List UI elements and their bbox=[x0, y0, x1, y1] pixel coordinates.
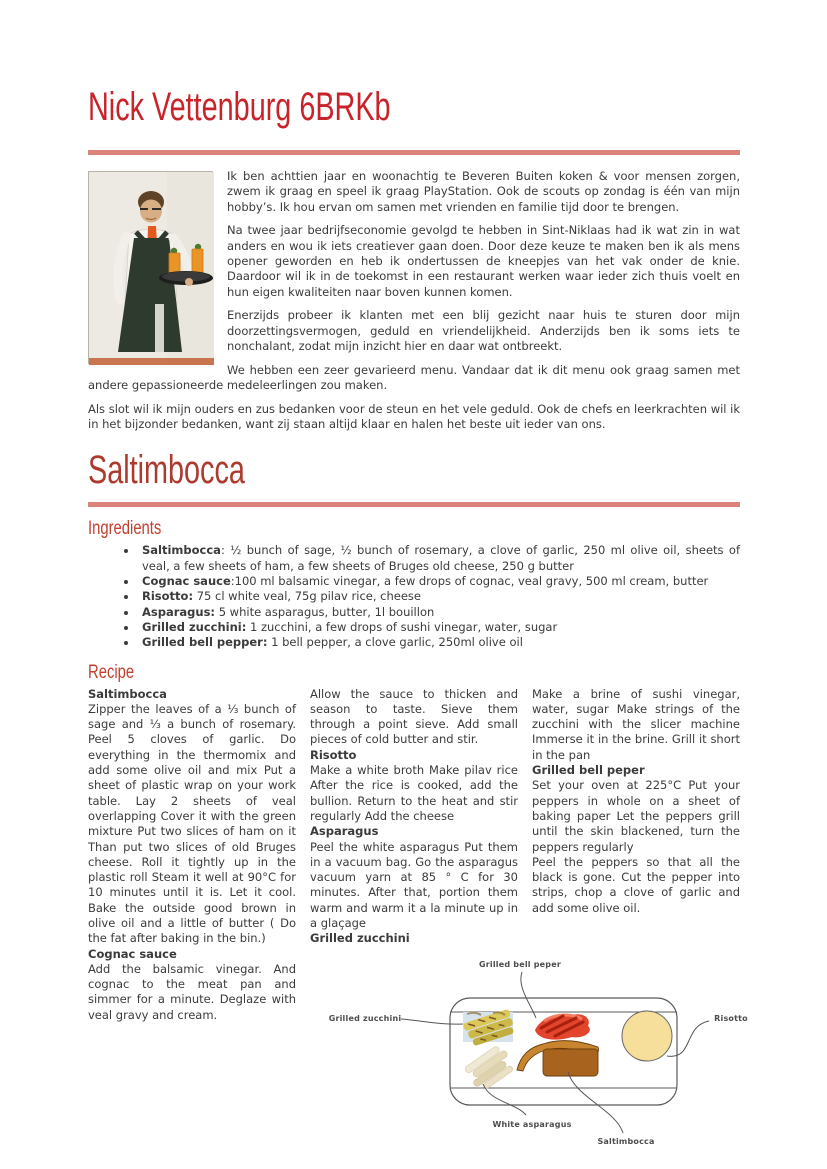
ingredient-text: 5 white asparagus, butter, 1l bouillon bbox=[215, 604, 435, 619]
diagram-label-risotto: Risotto bbox=[714, 1014, 748, 1023]
section-divider bbox=[88, 502, 740, 507]
bio-paragraph: Ik ben achttien jaar en woonachtig te Beveren Buiten koken & voor mensen zorgen, zwem ik graag en speel ik graag PlayStation. Ook de scouts op zondag is één van mijn hobby’s. Ik hou ervan om samen met vrienden en familie tijd door te brengen. bbox=[227, 169, 740, 214]
ingredient-label: Risotto: bbox=[142, 589, 194, 604]
recipe-paragraph: Set your oven at 225°C Put your peppers in whole on a sheet of baking paper Let the peppers grill until the skin blackened, turn the peppers regularly bbox=[532, 778, 740, 854]
bio-section bbox=[88, 169, 740, 432]
ingredient-item bbox=[138, 620, 740, 635]
bio-paragraph: Na twee jaar bedrijfseconomie gevolgd te hebben in Sint-Niklaas had ik wat zin in wat anders en wou ik iets creatiever gaan doen. Door deze keuze te maken ben ik als mens opener geworden en heb ik ondertussen de kneepjes van het vak onder de knie. Daardoor wil ik in de toekomst in een restaurant werken waar ieder zich thuis voelt en hun eigen kwaliteiten naar boven kunnen komen. bbox=[227, 223, 740, 299]
zucchini-illustration bbox=[463, 1009, 516, 1048]
risotto-illustration bbox=[622, 1011, 672, 1061]
dish-title: Saltimbocca bbox=[88, 448, 245, 493]
recipe-paragraph: Peel the peppers so that all the black is gone. Cut the pepper into strips, chop a clove of garlic and add some olive oil. bbox=[532, 854, 740, 915]
ingredient-text: : ½ bunch of sage, ½ bunch of rosemary, a clove of garlic, 250 ml olive oil, sheets of veal, a few sheets of ham, a few sheets of Bruges old cheese, 250 g butter bbox=[142, 543, 740, 573]
recipe-paragraph: Allow the sauce to thicken and season to taste. Sieve them through a point sieve. Add small pieces of cold butter and stir. bbox=[310, 686, 518, 747]
ingredient-label: Saltimbocca bbox=[142, 543, 221, 558]
title-divider bbox=[88, 150, 740, 155]
ingredient-text: 75 cl white veal, 75g pilav rice, cheese bbox=[193, 589, 421, 604]
recipe-subheading: Saltimbocca bbox=[88, 686, 167, 701]
diagram-label-bell-peper: Grilled bell peper bbox=[479, 960, 561, 969]
page-title: Nick Vettenburg 6BRKb bbox=[88, 85, 391, 129]
diagram-label-zucchini: Grilled zucchini bbox=[328, 1014, 402, 1023]
ingredient-text: 1 bell pepper, a clove garlic, 250ml olive oil bbox=[267, 635, 523, 650]
recipe-column-1 bbox=[88, 687, 296, 1159]
bio-paragraph: Als slot wil ik mijn ouders en zus bedanken voor de steun en het vele geduld. Ook de chefs en leerkrachten wil ik in het bijzonder bedanken, want zij staan altijd klaar en halen het beste uit ieder van ons. bbox=[88, 401, 740, 432]
ingredient-text: :100 ml balsamic vinegar, a few drops of cognac, veal gravy, 500 ml cream, butter bbox=[230, 574, 709, 589]
profile-photo bbox=[88, 171, 213, 364]
ingredient-label: Asparagus: bbox=[142, 604, 216, 619]
ingredients-list bbox=[88, 543, 740, 650]
ingredient-text: 1 zucchini, a few drops of sushi vinegar, water, sugar bbox=[246, 619, 558, 634]
recipe-subheading: Cognac sauce bbox=[88, 946, 177, 961]
ingredients-heading: Ingredients bbox=[88, 518, 162, 540]
ingredient-label: Grilled bell pepper: bbox=[142, 635, 268, 650]
bio-paragraph: Enerzijds probeer ik klanten met een blij gezicht naar huis te sturen door mijn doorzettingsvermogen, geduld en vriendelijkheid. Anderzijds ben ik soms iets te nonchalant, zodat mijn inzicht hier en daar wat ontbreekt. bbox=[227, 308, 740, 353]
diagram-label-saltimbocca: Saltimbocca bbox=[597, 1137, 655, 1146]
recipe-heading: Recipe bbox=[88, 661, 135, 683]
ingredient-item bbox=[138, 543, 740, 574]
recipe-subheading: Asparagus bbox=[310, 824, 379, 839]
plating-diagram bbox=[295, 948, 810, 1166]
ingredient-item bbox=[138, 605, 740, 620]
recipe-paragraph: Make a white broth Make pilav rice After the rice is cooked, add the bullion. Return to the heat and stir regularly Add the cheese bbox=[310, 763, 518, 823]
ingredient-item bbox=[138, 589, 740, 604]
recipe-subheading: Risotto bbox=[310, 747, 357, 762]
ingredient-label: Cognac sauce bbox=[142, 574, 231, 589]
ingredient-item bbox=[138, 574, 740, 589]
recipe-paragraph: Zipper the leaves of a ⅓ bunch of sage and ⅓ a bunch of rosemary. Peel 5 cloves of garlic. Do everything in the thermomix and add some olive oil and mix Put a sheet of plastic wrap on your work table. Lay 2 sheets of veal overlapping Cover it with the green mixture Put two slices of ham on it Than put two slices of old Bruges cheese. Roll it tightly up in the plastic roll Steam it well at 90°C for 10 minutes until it is. Let it cool. Bake the outside good brown in olive oil and a little of butter ( Do the fat after baking in the bin.) bbox=[88, 701, 296, 946]
recipe-paragraph: Peel the white asparagus Put them in a vacuum bag. Go the asparagus vacuum yarn at 85 ° C for 30 minutes. After that, portion them warm and warm it a la minute up in a glaçage bbox=[310, 839, 518, 930]
ingredient-label: Grilled zucchini: bbox=[142, 619, 247, 634]
recipe-subheading: Grilled zucchini bbox=[310, 931, 410, 946]
ingredient-item bbox=[138, 635, 740, 650]
recipe-subheading: Grilled bell peper bbox=[532, 763, 645, 778]
diagram-label-asparagus: White asparagus bbox=[492, 1120, 572, 1129]
profile-photo-illustration bbox=[89, 172, 214, 365]
recipe-paragraph: Add the balsamic vinegar. And cognac to the meat pan and simmer for a minute. Deglaze with veal gravy and cream. bbox=[88, 961, 296, 1022]
recipe-paragraph: Make a brine of sushi vinegar, water, sugar Make strings of the zucchini with the slicer machine Immerse it in the brine. Grill it short in the pan bbox=[532, 686, 740, 762]
bio-paragraph: We hebben een zeer gevarieerd menu. Vandaar dat ik dit menu ook graag samen met andere gepassioneerde medeleerlingen zou maken. bbox=[88, 362, 740, 393]
